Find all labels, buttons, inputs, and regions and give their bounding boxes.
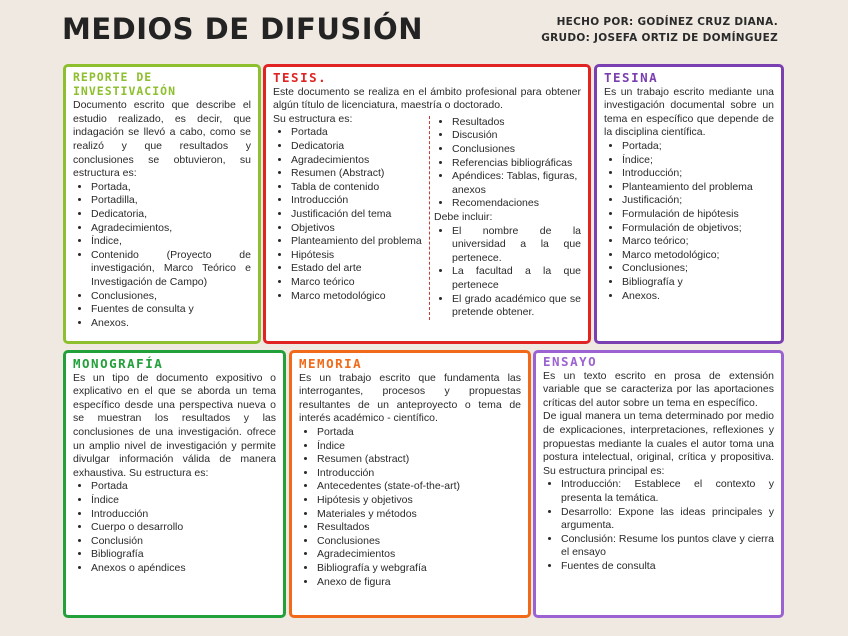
list-item: • Discusión — [452, 129, 581, 143]
list-item: • Conclusión — [91, 535, 276, 549]
list-item: • Materiales y métodos — [317, 508, 521, 522]
list-item: • Anexo de figura — [317, 576, 521, 590]
list-item: • Marco teórico; — [622, 235, 774, 249]
list-item: • Bibliografía — [91, 548, 276, 562]
card-intro-2: De igual manera un tema determinado por medio de explicaciones, interpretaciones, reflexiones y propuestas mediante la cuales el autor toma una postura intelectual, original, crítica y propositiva. Su estructura principal es: — [543, 410, 774, 477]
list-item: • Resultados — [317, 521, 521, 535]
card-tesina — [594, 64, 784, 344]
list-item: • Justificación del tema — [291, 208, 429, 222]
list-item: • Hipótesis y objetivos — [317, 494, 521, 508]
card-intro: Es un trabajo escrito mediante una investigación documental sobre un tema en específico que depende de la disciplina científica. — [604, 85, 774, 139]
list-item: • Conclusiones; — [622, 262, 774, 276]
card-intro: Documento escrito que describe el estudio realizado, es decir, que indagación se llevó a cabo, como se realizó y que resultados y conclusiones se obtuvieron, su estructura es: — [73, 99, 251, 180]
list-item: • Conclusiones, — [91, 290, 251, 304]
card-intro: Es un tipo de documento expositivo o explicativo en el que se aborda un tema específico desde una perspectiva nueva o se muestran los resultados y las conclusiones de una investigación. ofrece un amplio nivel de investigación y permite divulgar información válida de manera exhaustiva. Su estructura es: — [73, 371, 276, 479]
list-item: • Marco teórico — [291, 276, 429, 290]
list-item: • Conclusiones — [452, 143, 581, 157]
card-intro: Este documento se realiza en el ámbito profesional para obtener algún título de licenciatura, maestría o doctorado. — [273, 85, 581, 112]
author-line: HECHO POR: GODÍNEZ CRUZ DIANA. — [556, 16, 778, 28]
list-item: • Portada — [91, 480, 276, 494]
list-item: • Introducción — [291, 194, 429, 208]
card-list — [73, 480, 276, 575]
list-item: • Antecedentes (state-of-the-art) — [317, 480, 521, 494]
list-item: • Anexos o apéndices — [91, 562, 276, 576]
list-item: • Conclusión: Resume los puntos clave y cierra el ensayo — [561, 533, 774, 560]
list-item: • Portada — [291, 126, 429, 140]
list-item: • Índice — [91, 494, 276, 508]
card-list — [543, 478, 774, 573]
card-title: TESIS. — [273, 70, 328, 85]
list-item: • Fuentes de consulta — [561, 560, 774, 574]
list-item: • Planteamiento del problema — [291, 235, 429, 249]
list-item: • Resumen (Abstract) — [291, 167, 429, 181]
list-item: • Planteamiento del problema — [622, 181, 774, 195]
list-item: • Introducción — [91, 508, 276, 522]
list-item: • Bibliografía y — [622, 276, 774, 290]
card-list — [299, 426, 521, 589]
card-reporte — [63, 64, 261, 344]
card-title: MEMORIA — [299, 356, 363, 371]
group-line: GRUDO: JOSEFA ORTIZ DE DOMÍNGUEZ — [541, 32, 778, 44]
card-list — [273, 126, 429, 303]
list-item: • Índice; — [622, 154, 774, 168]
card-title: MONOGRAFÍA — [73, 356, 164, 371]
list-item: • Introducción; — [622, 167, 774, 181]
list-item: • Fuentes de consulta y — [91, 303, 251, 317]
list-item: • Cuerpo o desarrollo — [91, 521, 276, 535]
list-item: • Conclusiones — [317, 535, 521, 549]
card-list — [434, 116, 581, 211]
list-item: • Introducción — [317, 467, 521, 481]
list-item: • Marco metodológico; — [622, 249, 774, 263]
list-item: • Desarrollo: Expone las ideas principales y argumenta. — [561, 506, 774, 533]
list-item: • Resultados — [452, 116, 581, 130]
card-tesis — [263, 64, 591, 344]
tesis-columns — [273, 113, 581, 320]
list-item: • El grado académico que se pretende obtener. — [452, 293, 581, 320]
page-title: MEDIOS DE DIFUSIÓN — [62, 12, 423, 46]
structure-label: Su estructura es: — [273, 112, 353, 125]
list-item: • Hipótesis — [291, 249, 429, 263]
card-monografia — [63, 350, 286, 618]
list-item: • El nombre de la universidad a la que pertenece. — [452, 225, 581, 266]
card-memoria — [289, 350, 531, 618]
card-ensayo — [533, 350, 784, 618]
list-item: • Anexos. — [622, 290, 774, 304]
list-item: • Estado del arte — [291, 262, 429, 276]
list-item: • Agradecimientos, — [91, 222, 251, 236]
list-item: • Agradecimientos — [291, 154, 429, 168]
list-item: • Dedicatoria — [291, 140, 429, 154]
must-label: Debe incluir: — [434, 210, 493, 223]
card-title: TESINA — [604, 70, 659, 85]
list-item: • La facultad a la que pertenece — [452, 265, 581, 292]
list-item: • Resumen (abstract) — [317, 453, 521, 467]
list-item: • Introducción: Establece el contexto y presenta la temática. — [561, 478, 774, 505]
list-item: • Dedicatoria, — [91, 208, 251, 222]
list-item: • Índice, — [91, 235, 251, 249]
list-item: • Portada — [317, 426, 521, 440]
list-item: • Tabla de contenido — [291, 181, 429, 195]
card-intro: Es un texto escrito en prosa de extensión variable que se caracteriza por las aportaciones críticas del autor sobre un tema en específico. — [543, 369, 774, 409]
list-item: • Portada, — [91, 181, 251, 195]
list-item: • Marco metodológico — [291, 290, 429, 304]
list-item: • Formulación de hipótesis — [622, 208, 774, 222]
list-item: • Objetivos — [291, 222, 429, 236]
tesis-col-2 — [429, 116, 581, 320]
list-item: • Portada; — [622, 140, 774, 154]
list-item: • Bibliografía y webgrafía — [317, 562, 521, 576]
card-intro: Es un trabajo escrito que fundamenta las interrogantes, procesos y propuestas resultantes de un anteproyecto o tema de interés académico - científico. — [299, 371, 521, 425]
list-item: • Recomendaciones — [452, 197, 581, 211]
list-item: • Agradecimientos — [317, 548, 521, 562]
tesis-col-1 — [273, 113, 429, 320]
card-list — [604, 140, 774, 303]
list-item: • Formulación de objetivos; — [622, 222, 774, 236]
card-title: REPORTE DE INVESTIVACIÓN — [73, 70, 177, 98]
list-item: • Índice — [317, 440, 521, 454]
list-item: • Referencias bibliográficas — [452, 157, 581, 171]
list-item: • Anexos. — [91, 317, 251, 331]
card-title: ENSAYO — [543, 354, 598, 369]
author-info — [541, 14, 778, 46]
card-list — [73, 181, 251, 331]
list-item: • Portadilla, — [91, 194, 251, 208]
list-item: • Contenido (Proyecto de investigación, Marco Teórico e Investigación de Campo) — [91, 249, 251, 290]
list-item: • Apéndices: Tablas, figuras, anexos — [452, 170, 581, 197]
must-list — [434, 225, 581, 320]
list-item: • Justificación; — [622, 194, 774, 208]
